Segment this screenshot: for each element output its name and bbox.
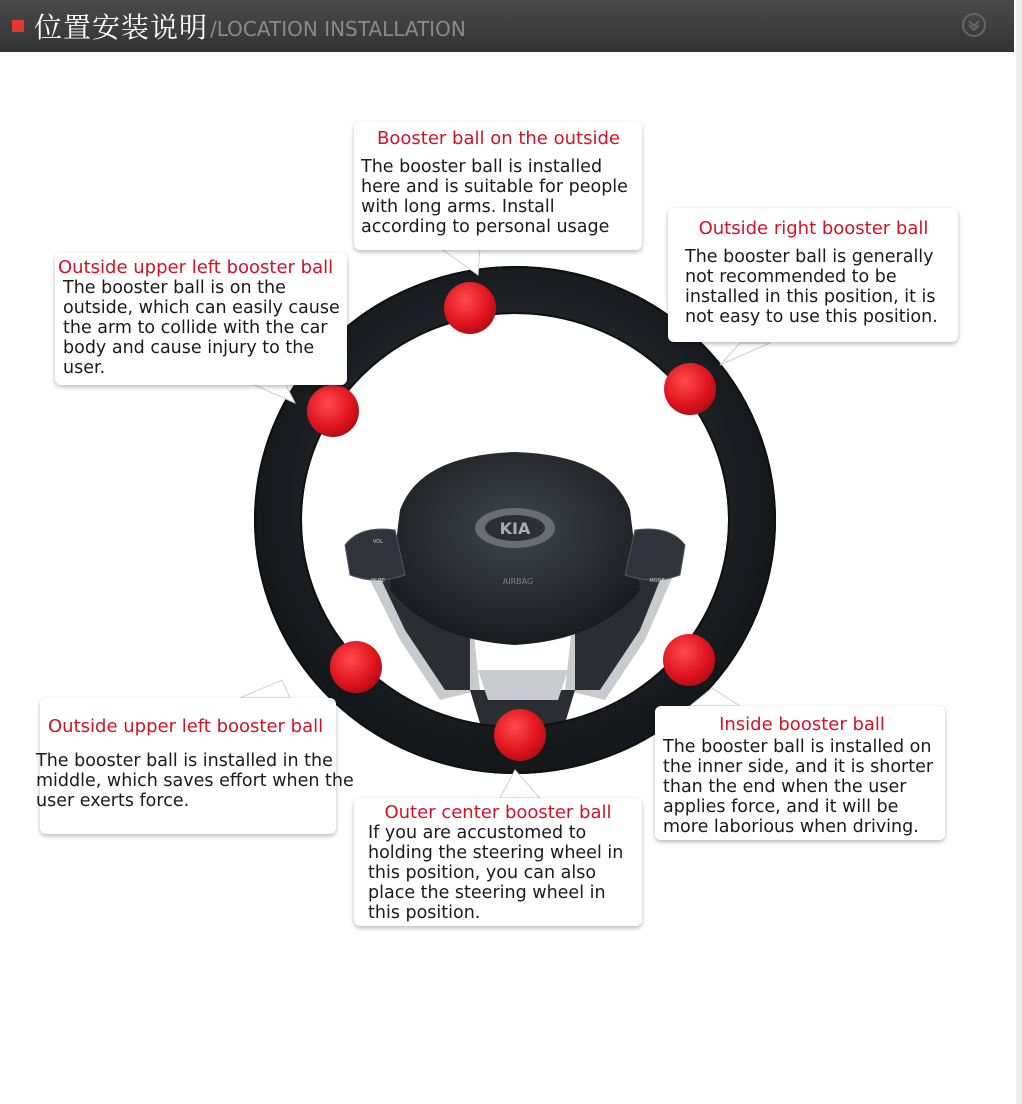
callout-text: The booster ball is installed in the middle, which saves effort when the user exerts force. xyxy=(36,751,354,811)
wheel-logo: KIA xyxy=(499,519,531,538)
callout-title: Inside booster ball xyxy=(719,714,885,735)
vol-label: VOL xyxy=(372,539,384,545)
callout-lower-left xyxy=(36,698,354,834)
page-edge xyxy=(1016,0,1022,1104)
callout-title: Booster ball on the outside xyxy=(377,128,620,149)
callout-text: The booster ball is on the outside, which can easily cause the arm to collide with the car body and cause injury to the user. xyxy=(63,278,340,378)
callout-title: Outside upper left booster ball xyxy=(58,257,334,278)
airbag-label: AIRBAG xyxy=(502,577,534,586)
callout-title: Outside right booster ball xyxy=(698,218,929,239)
ball-top xyxy=(444,282,496,334)
callout-title: Outer center booster ball xyxy=(384,802,612,823)
callout-bottom xyxy=(354,798,642,926)
callout-outside-right xyxy=(668,208,958,342)
ball-bottom xyxy=(494,709,546,761)
ball-lower-left xyxy=(330,641,382,693)
mode-label: MODE xyxy=(649,578,665,584)
callout-text: The booster ball is generally not recommended to be installed in this position, it is not easy to use this position. xyxy=(685,247,938,327)
callout-upper-left xyxy=(55,253,347,385)
callout-text: If you are accustomed to holding the steering wheel in this position, you can also place the steering wheel in this position. xyxy=(368,823,624,923)
ball-lower-right xyxy=(663,634,715,686)
callout-inside xyxy=(655,706,945,840)
callout-title: Outside upper left booster ball xyxy=(48,716,324,737)
header-title-cn: 位置安装说明 xyxy=(34,11,209,44)
left-controls xyxy=(345,529,405,584)
mute-label: MUTE xyxy=(370,578,386,584)
right-controls xyxy=(625,529,685,584)
ball-upper-right xyxy=(664,363,716,415)
header-title-en: /LOCATION INSTALLATION xyxy=(210,17,466,41)
callout-top xyxy=(354,122,642,250)
wheel-hub xyxy=(390,452,640,645)
callout-text: The booster ball is installed on the inner side, and it is shorter than the end when the user applies force, and it will be more laborious when driving. xyxy=(663,737,934,837)
ball-upper-left xyxy=(307,385,359,437)
callout-text: The booster ball is installed here and is suitable for people with long arms. Install according to personal usage xyxy=(361,157,628,237)
